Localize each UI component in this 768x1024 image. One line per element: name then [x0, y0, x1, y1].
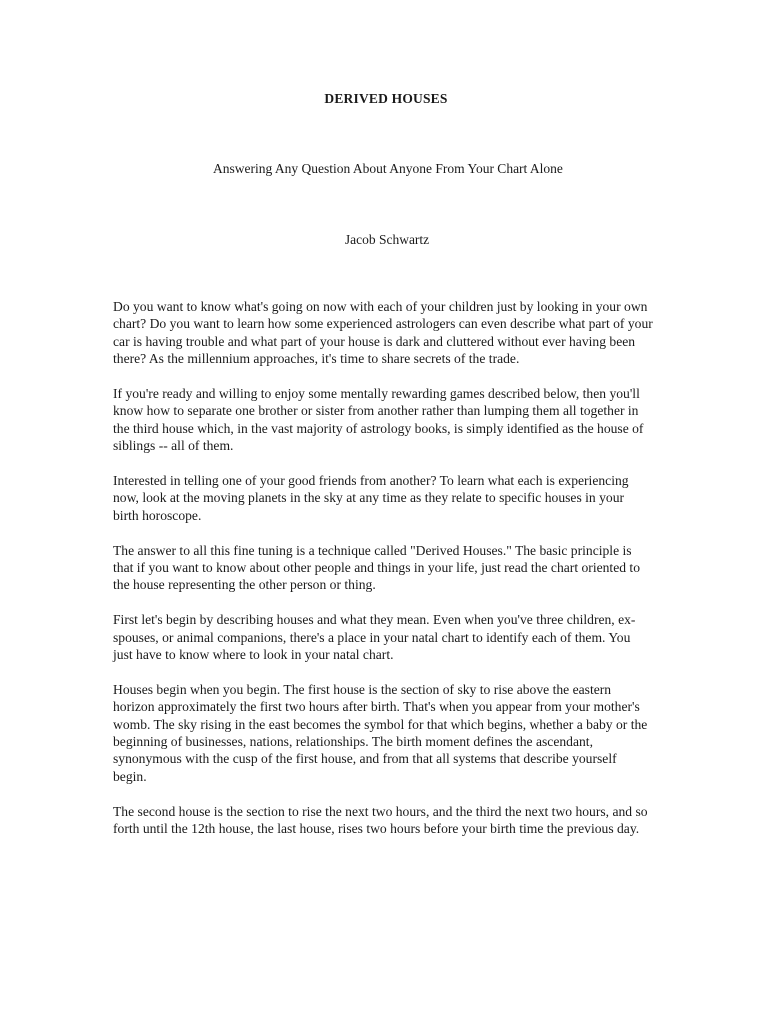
paragraph: The second house is the section to rise the next two hours, and the third the next two hours, and so forth until the 12th house, the last house, rises two hours before your birth time the previous day. — [113, 803, 648, 837]
document-author: Jacob Schwartz — [344, 232, 430, 247]
paragraph: If you're ready and willing to enjoy some mentally rewarding games described below, then you'll know how to separate one brother or sister from another rather than lumping them all together in the third house which, in the vast majority of astrology books, is simply identified as the house of siblings -- all of them. — [113, 386, 644, 454]
paragraph: The answer to all this fine tuning is a technique called "Derived Houses." The basic principle is that if you want to know about other people and things in your life, just read the chart oriented to the house representing the other person or thing. — [113, 542, 641, 593]
document-title: DERIVED HOUSES — [324, 91, 448, 106]
paragraph: Houses begin when you begin. The first house is the section of sky to rise above the eastern horizon approximately the first two hours after birth. That's when you appear from your mother's womb. The sky rising in the east becomes the symbol for that which begins, whether a baby or the beginning of businesses, nations, relationships. The birth moment defines the ascendant, synonymous with the cusp of the first house, and from that all systems that describe yourself begin. — [113, 681, 648, 784]
paragraph: First let's begin by describing houses and what they mean. Even when you've three children, ex-spouses, or animal companions, there's a place in your natal chart to identify each of them. You just have to know where to look in your natal chart. — [113, 612, 636, 663]
paragraph: Interested in telling one of your good friends from another? To learn what each is experiencing now, look at the moving planets in the sky at any time as they relate to specific houses in your birth horoscope. — [113, 473, 629, 523]
document-body — [113, 298, 653, 855]
document-subtitle: Answering Any Question About Anyone From Your Chart Alone — [213, 161, 563, 176]
paragraph: Do you want to know what's going on now with each of your children just by looking in your own chart? Do you want to learn how some experienced astrologers can even describe what part of your car is having trouble and what part of your house is dark and cluttered without ever having been there? As the millennium approaches, it's time to share secrets of the trade. — [113, 299, 653, 367]
